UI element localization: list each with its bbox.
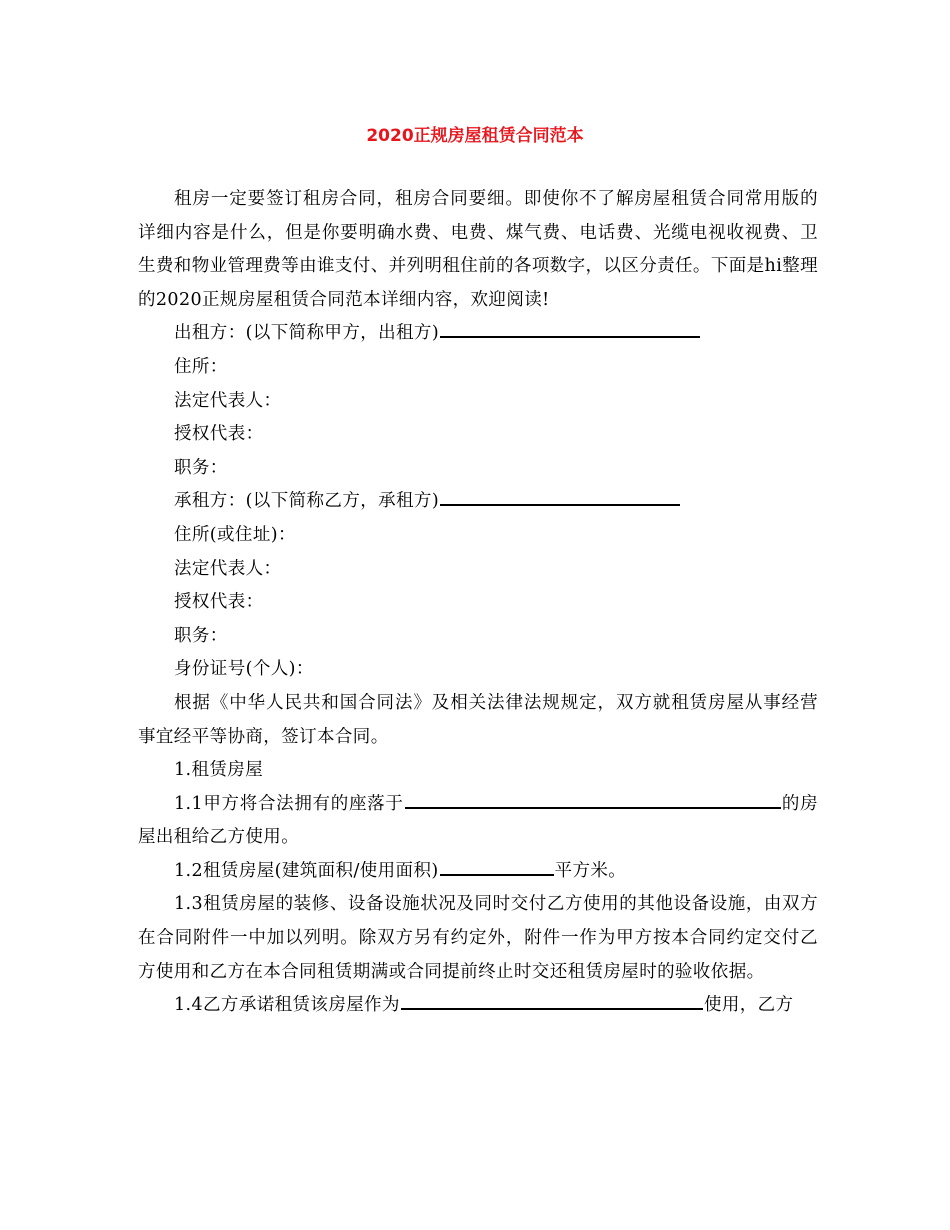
- clause-1-2: [138, 855, 818, 889]
- lessee-address-line: 住所(或住址)：: [174, 524, 296, 545]
- clause-1-2-post: 平方米。: [554, 860, 627, 881]
- lessor-label: 出租方：(以下简称甲方，出租方): [174, 323, 440, 344]
- section-1-heading: 1.租赁房屋: [174, 760, 264, 781]
- lessor-name-blank: [440, 322, 700, 338]
- lessee-name-blank: [440, 490, 680, 506]
- basis-paragraph: 根据《中华人民共和国合同法》及相关法律法规规定，双方就租赁房屋从事经营事宜经平等协商，签订本合同。: [138, 692, 818, 747]
- clause-1-1-post: 的房屋出租给乙方使用。: [138, 793, 818, 848]
- lessor-address-line: 住所：: [174, 356, 228, 377]
- document-title: 2020正规房屋租赁合同范本: [366, 126, 584, 146]
- lessee-authorized-rep-line: 授权代表：: [174, 592, 264, 613]
- clause-1-2-pre: 1.2租赁房屋(建筑面积/使用面积): [174, 860, 439, 881]
- usage-blank: [401, 994, 703, 1010]
- lessor-legal-rep-line: 法定代表人：: [174, 390, 282, 411]
- document-body: [138, 183, 818, 1023]
- lessor-authorized-rep-line: 授权代表：: [174, 424, 264, 445]
- area-blank: [440, 860, 554, 876]
- lessee-id-line: 身份证号(个人)：: [174, 659, 314, 680]
- clause-1-1: [138, 788, 818, 855]
- lessee-legal-rep-line: 法定代表人：: [174, 558, 282, 579]
- clause-1-3: 1.3租赁房屋的装修、设备设施状况及同时交付乙方使用的其他设备设施，由双方在合同附件一中加以列明。除双方另有约定外，附件一作为甲方按本合同约定交付乙方使用和乙方在本合同租赁期满或合同提前终止时交还租赁房屋时的验收依据。: [138, 894, 818, 982]
- lessor-line: [138, 317, 818, 351]
- lessee-line: [138, 485, 818, 519]
- clause-1-4-post: 使用，乙方: [703, 995, 794, 1016]
- location-blank: [405, 793, 781, 809]
- intro-paragraph: 租房一定要签订租房合同，租房合同要细。即使你不了解房屋租赁合同常用版的详细内容是什么，但是你要明确水费、电费、煤气费、电话费、光缆电视收视费、卫生费和物业管理费等由谁支付、并列明租住前的各项数字，以区分责任。下面是hi整理的2020正规房屋租赁合同范本详细内容，欢迎阅读!: [138, 189, 818, 310]
- lessee-label: 承租方：(以下简称乙方，承租方): [174, 491, 440, 512]
- clause-1-4-pre: 1.4乙方承诺租赁该房屋作为: [174, 995, 400, 1016]
- clause-1-4: [138, 989, 818, 1023]
- clause-1-1-pre: 1.1甲方将合法拥有的座落于: [174, 793, 404, 814]
- lessee-position-line: 职务：: [174, 625, 228, 646]
- lessor-position-line: 职务：: [174, 457, 228, 478]
